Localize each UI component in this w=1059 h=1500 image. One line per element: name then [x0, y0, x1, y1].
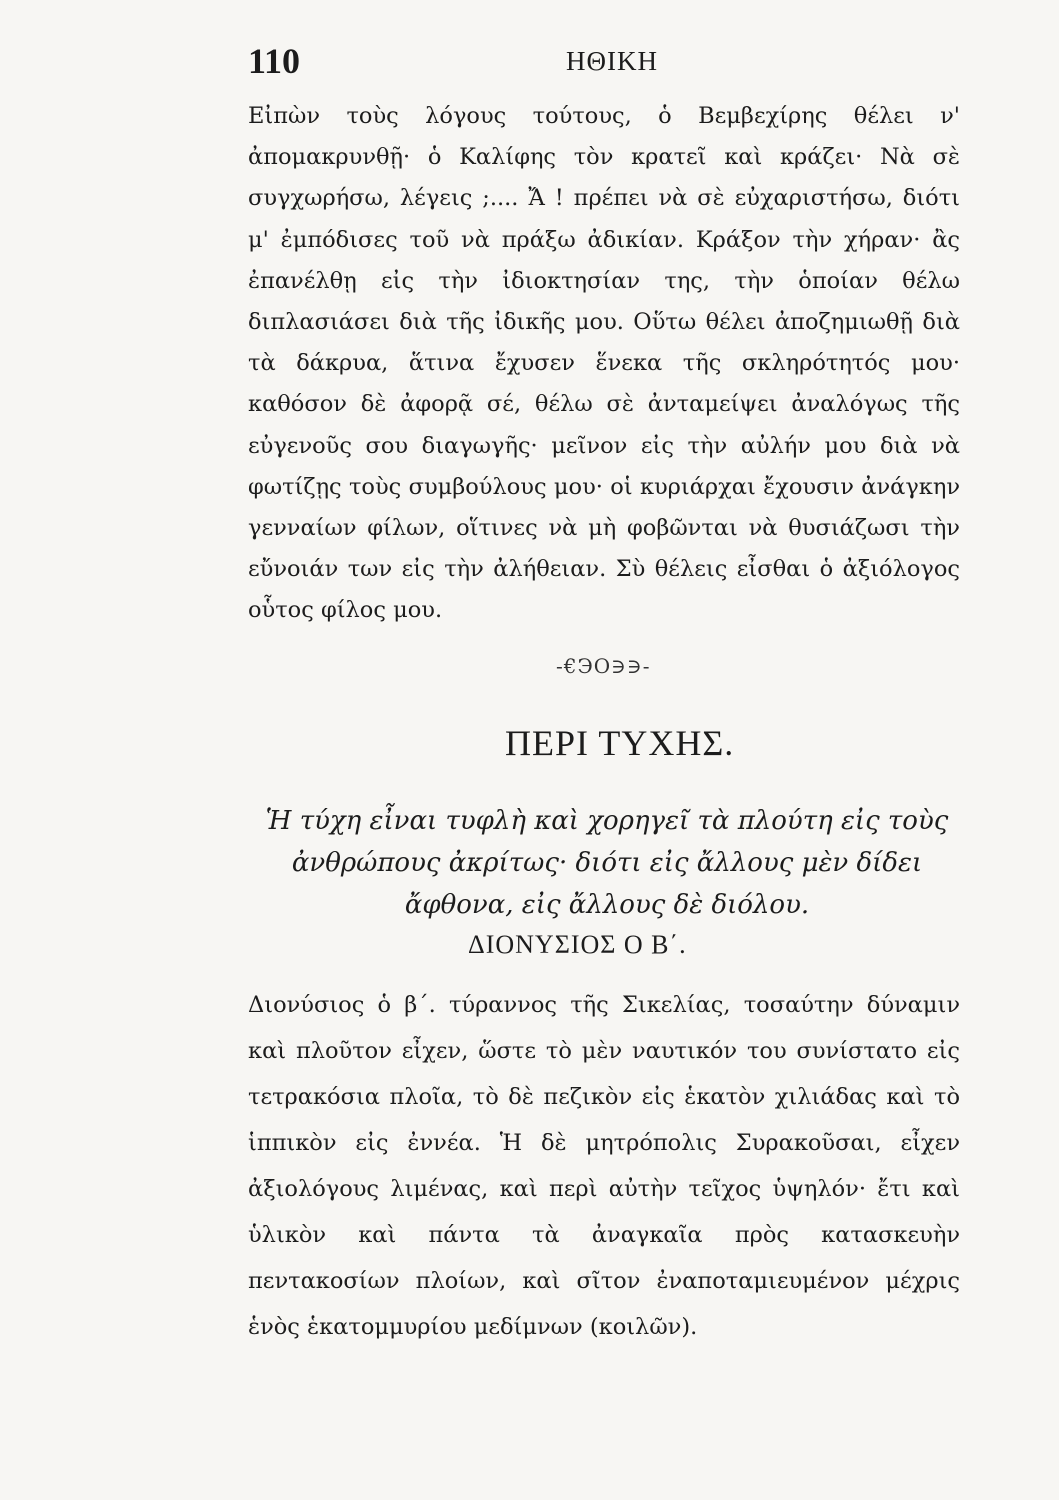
page-header [248, 40, 949, 90]
epigraph: Ἡ τύχη εἶναι τυφλὴ καὶ χορηγεῖ τὰ πλούτη εἰς τοὺς ἀνθρώπους ἀκρίτως· διότι εἰς ἄλλους μὲν δίδει ἄφθονα, εἰς ἄλλους δὲ διόλου. [265, 806, 949, 920]
subsection-title: ΔΙΟΝΥΣΙΟΣ Ο Β΄. [468, 930, 687, 959]
page-number: 110 [248, 41, 301, 81]
running-head: ΗΘΙΚΗ [566, 46, 658, 76]
section-title: ΠΕΡΙ ΤΥΧΗΣ. [505, 723, 735, 763]
paragraph-top: Εἰπὼν τοὺς λόγους τούτους, ὁ Βεμβεχίρης θέλει ν' ἀπομακρυνθῇ· ὁ Καλίφης τὸν κρατεῖ καὶ κράζει· Νὰ σὲ συγχωρήσω, λέγεις ;.... Ἄ ! πρέπει νὰ σὲ εὐχαριστήσω, διότι μ' ἐμπόδισες τοῦ νὰ πράξω ἀδικίαν. Κράξον τὴν χήραν· ἂς ἐπανέλθῃ εἰς τὴν ἰδιοκτησίαν της, τὴν ὁποίαν θέλω διπλασιάσει διὰ τῆς ἰδικῆς μου. Οὕτω θέλει ἀποζημιωθῇ διὰ τὰ δάκρυα, ἅτινα ἔχυσεν ἕνεκα τῆς σκληρότητός μου· καθόσον δὲ ἀφορᾷ σέ, θέλω σὲ ἀνταμείψει ἀναλόγως τῆς εὐγενοῦς σου διαγωγῆς· μεῖνον εἰς τὴν αὐλήν μου διὰ νὰ φωτίζῃς τοὺς συμβούλους μου· οἱ κυριάρχαι ἔχουσιν ἀνάγκην γενναίων φίλων, οἵτινες νὰ μὴ φοβῶνται νὰ θυσιάζωσι τὴν εὔνοιάν των εἰς τὴν ἀλήθειαν. Σὺ θέλεις εἶσθαι ὁ ἀξιόλογος οὗτος φίλος μου. [248, 103, 960, 624]
paragraph-bottom: Διονύσιος ὁ β΄. τύραννος τῆς Σικελίας, τοσαύτην δύναμιν καὶ πλοῦτον εἶχεν, ὥστε τὸ μὲν ναυτικόν του συνίστατο εἰς τετρακόσια πλοῖα, τὸ δὲ πεζικὸν εἰς ἑκατὸν χιλιάδας καὶ τὸ ἱππικὸν εἰς ἐννέα. Ἡ δὲ μητρόπολις Συρακοῦσαι, εἶχεν ἀξιολόγους λιμένας, καὶ περὶ αὐτὴν τεῖχος ὑψηλόν· ἔτι καὶ ὑλικὸν καὶ πάντα τὰ ἀναγκαῖα πρὸς κατασκευὴν πεντακοσίων πλοίων, καὶ σῖτον ἐναποταμιευμένον μέχρις ἑνὸς ἑκατομμυρίου μεδίμνων (κοιλῶν). [248, 992, 960, 1340]
section-ornament: -€ЭО∋∋- [556, 654, 651, 678]
